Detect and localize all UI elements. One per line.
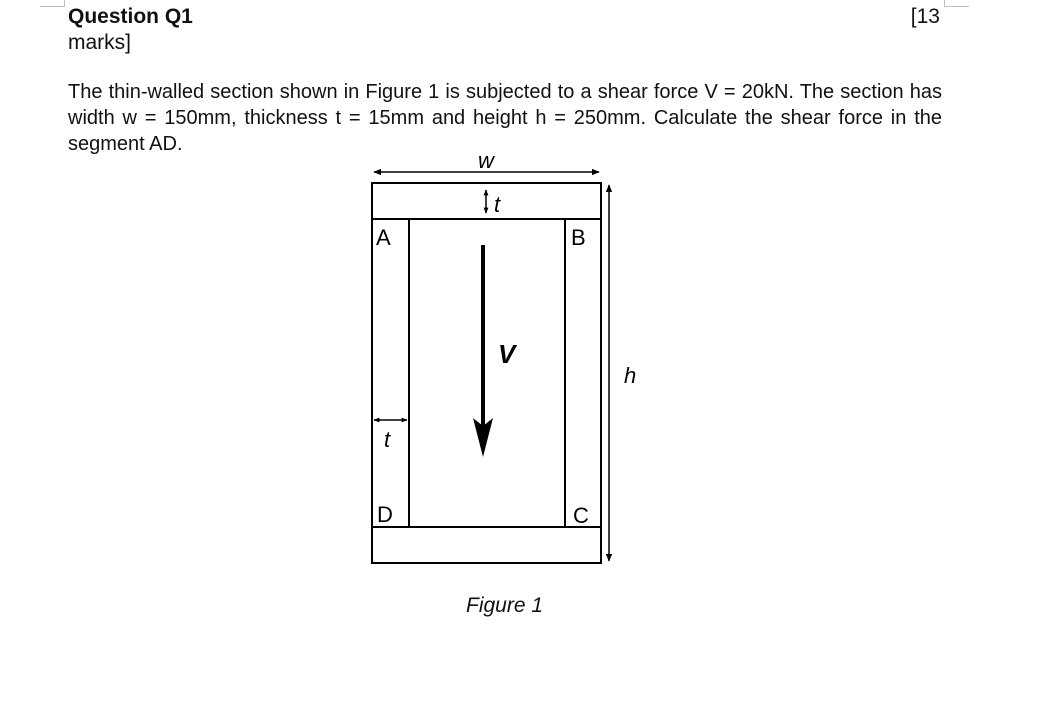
problem-statement: The thin-walled section shown in Figure 1 is subjected to a shear force V = 20kN. The section has width w = 150mm, thickness t = 15mm and height h = 250mm. Calculate the shear force in the segment AD. [68, 81, 942, 155]
shear-force-label: V [498, 339, 516, 369]
outer-boundary [372, 183, 601, 563]
height-label: h [624, 363, 637, 388]
point-label-a: A [376, 225, 391, 250]
figure-caption: Figure 1 [466, 594, 544, 617]
web-thickness-label: t [384, 427, 391, 452]
question-title: Question Q1 [68, 5, 193, 28]
section-outline [372, 183, 601, 563]
question-marks: [13 [910, 5, 940, 28]
point-label-c: C [573, 503, 589, 528]
top-thickness-label: t [494, 192, 501, 217]
width-label: w [478, 148, 494, 173]
point-label-d: D [377, 502, 393, 527]
point-label-b: B [571, 225, 586, 250]
question-marks-continued: marks] [68, 31, 131, 54]
